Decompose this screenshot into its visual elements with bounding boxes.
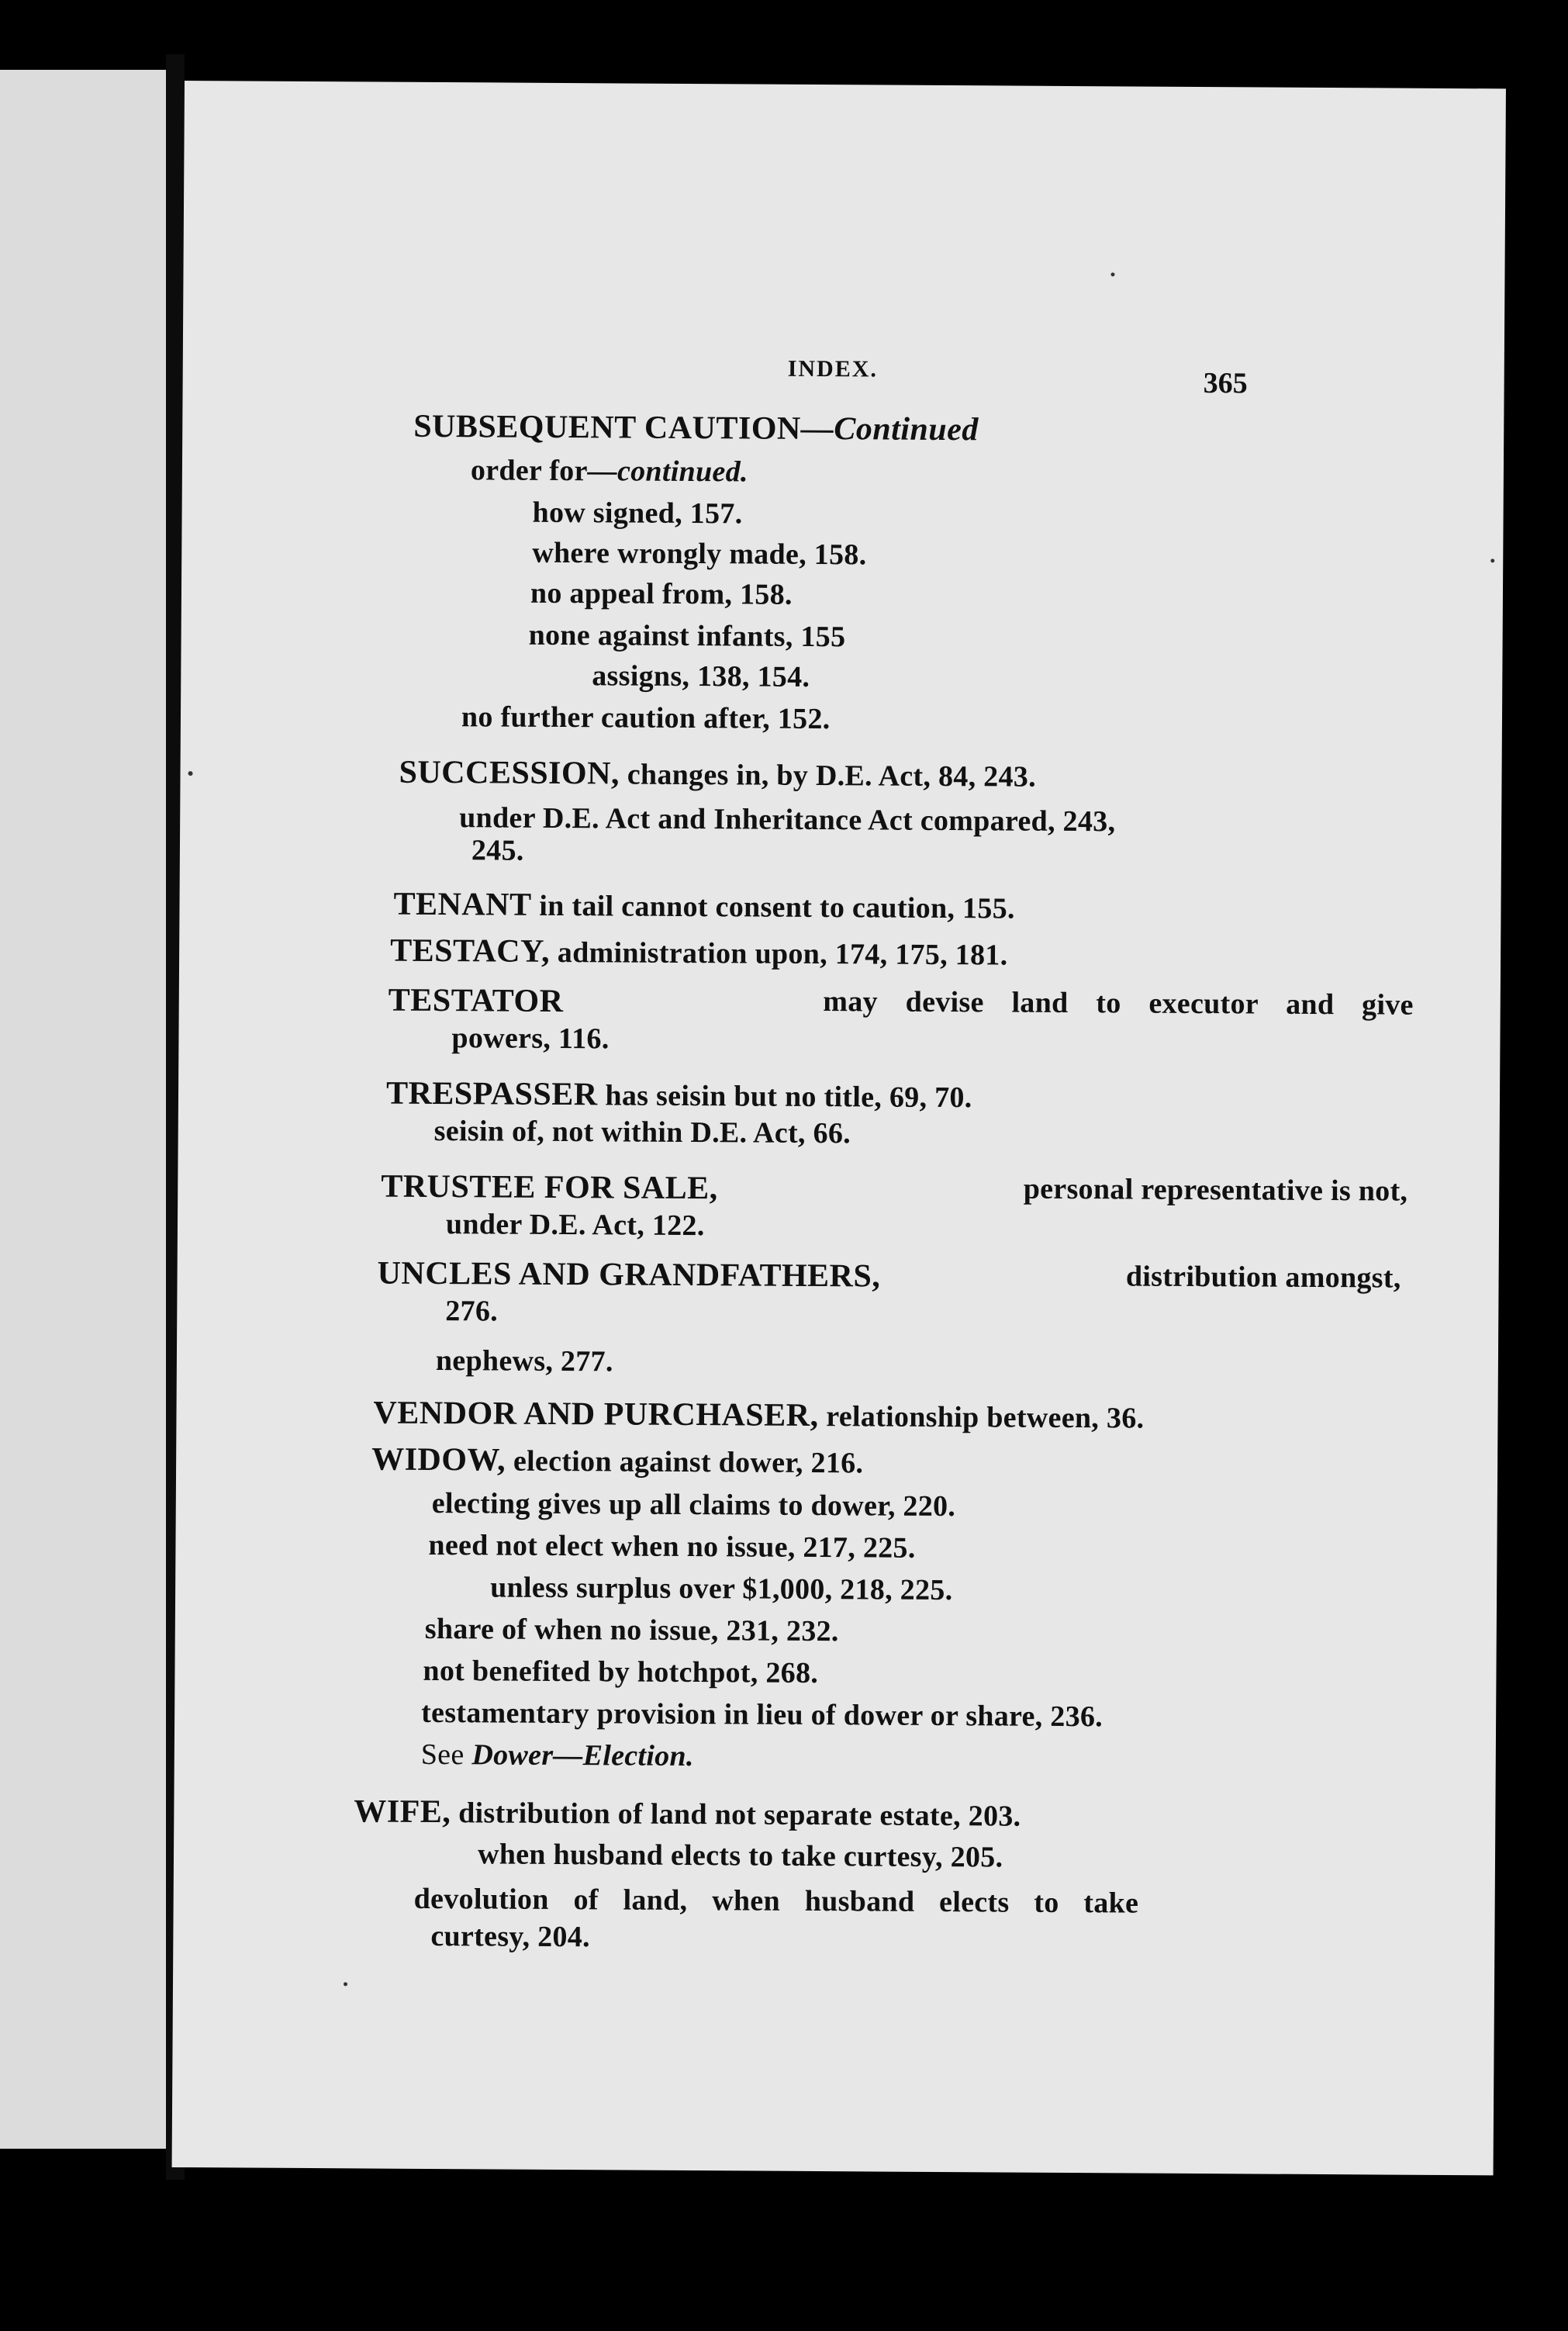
index-line: electing gives up all claims to dower, 220. — [431, 1486, 956, 1523]
index-line: election against dower, 216. — [513, 1444, 864, 1480]
entry-heading: TESTATOR — [388, 982, 564, 1020]
index-line: changes in, by D.E. Act, 84, 243. — [627, 758, 1037, 794]
entry-succession — [399, 754, 1036, 795]
index-line-justified — [414, 1882, 1399, 1922]
entry-testator — [389, 982, 1414, 1025]
index-line-justified — [459, 801, 1425, 841]
entry-wife — [354, 1793, 1021, 1834]
index-line: how signed, 157. — [532, 496, 743, 531]
index-line: share of when no issue, 231, 232. — [424, 1612, 839, 1648]
index-line: in tail cannot consent to caution, 155. — [539, 889, 1015, 925]
index-line: no further caution after, 152. — [461, 700, 831, 736]
entry-heading: TRESPASSER — [385, 1075, 598, 1113]
index-line: devolution of land, when husband elects to take — [413, 1882, 1139, 1920]
index-line: relationship between, 36. — [826, 1400, 1145, 1435]
index-line: has seisin but no title, 69, 70. — [605, 1079, 972, 1115]
index-line: administration upon, 174, 175, 181. — [557, 936, 1008, 972]
index-line: 245. — [471, 834, 524, 867]
entry-heading: WIDOW, — [371, 1441, 506, 1478]
index-line: none against infants, 155 — [528, 618, 846, 654]
index-page — [172, 81, 1506, 2175]
index-line: unless surplus over $1,000, 218, 225. — [490, 1571, 953, 1607]
entry-subsequent-caution — [413, 408, 979, 448]
entry-heading: TRUSTEE FOR SALE, — [381, 1168, 718, 1207]
index-line: under D.E. Act and Inheritance Act compared, 243, — [459, 801, 1116, 839]
continued-marker: —Continued — [800, 410, 979, 448]
index-line: no appeal from, 158. — [530, 576, 793, 611]
index-line: need not elect when no issue, 217, 225. — [428, 1528, 916, 1565]
continued-marker: —continued. — [587, 455, 748, 489]
see-also-reference — [421, 1738, 694, 1773]
entry-heading: TESTACY, — [390, 932, 551, 970]
facing-page-edge — [0, 70, 166, 2149]
page-number: 365 — [1203, 367, 1248, 400]
index-line: assigns, 138, 154. — [592, 659, 810, 693]
index-line: may devise land to executor and give — [823, 985, 1414, 1022]
scan-speck — [344, 1982, 347, 1986]
index-line: personal representative is not, — [1023, 1172, 1408, 1208]
index-line: curtesy, 204. — [430, 1919, 591, 1954]
entry-heading: TENANT — [393, 886, 532, 923]
entry-testacy — [390, 932, 1008, 974]
entry-trustee-for-sale — [381, 1168, 1407, 1212]
entry-heading: WIFE, — [354, 1793, 451, 1831]
entry-vendor-and-purchaser — [373, 1395, 1144, 1437]
entry-heading: UNCLES AND GRANDFATHERS, — [377, 1255, 881, 1295]
entry-heading: SUCCESSION, — [399, 754, 620, 792]
index-line: not benefited by hotchpot, 268. — [423, 1654, 819, 1690]
entry-tenant — [393, 886, 1015, 927]
cross-reference: Dower—Election. — [471, 1738, 694, 1773]
running-head: INDEX. — [787, 355, 879, 382]
entry-widow — [371, 1441, 863, 1482]
see-label: See — [420, 1738, 465, 1772]
index-line: powers, 116. — [451, 1022, 610, 1056]
index-line: 276. — [445, 1295, 499, 1328]
scan-border — [1506, 0, 1568, 2331]
scan-speck — [1110, 272, 1114, 276]
entry-heading: SUBSEQUENT CAUTION — [413, 408, 801, 447]
entry-uncles-and-grandfathers — [377, 1255, 1400, 1299]
entry-heading: VENDOR AND PURCHASER, — [373, 1395, 819, 1434]
scan-speck — [188, 771, 193, 776]
index-line: when husband elects to take curtesy, 205. — [477, 1838, 1003, 1874]
index-line: seisin of, not within D.E. Act, 66. — [433, 1114, 851, 1150]
index-line: where wrongly made, 158. — [532, 536, 867, 572]
index-line: testamentary provision in lieu of dower or share, 236. — [421, 1696, 1103, 1734]
index-line: distribution of land not separate estate, 203. — [458, 1797, 1021, 1833]
scan-speck — [1490, 559, 1494, 562]
entry-trespasser — [386, 1075, 972, 1116]
index-line: distribution amongst, — [1125, 1260, 1401, 1295]
subentry-order-for — [471, 453, 748, 489]
index-line: under D.E. Act, 122. — [445, 1208, 705, 1243]
index-line: nephews, 277. — [435, 1344, 613, 1378]
subentry-label: order for — [470, 454, 588, 488]
